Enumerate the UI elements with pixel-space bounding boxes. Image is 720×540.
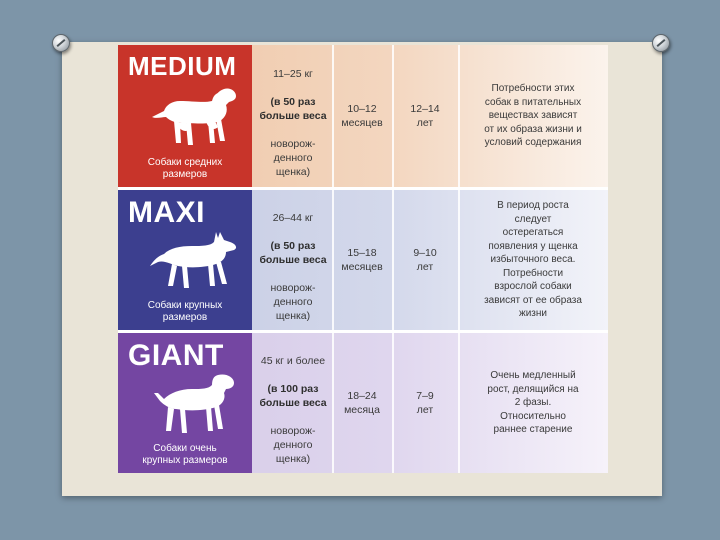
spaniel-dog-icon [146, 83, 242, 149]
size-title: MEDIUM [128, 51, 237, 81]
size-caption: Собаки средних размеров [147, 157, 223, 180]
notes-cell [458, 333, 608, 473]
pushpin-icon [652, 34, 670, 52]
lifespan: 9–10 лет [413, 247, 437, 273]
table-row-maxi [118, 190, 608, 333]
shepherd-dog-icon [146, 228, 242, 294]
size-label-cell [118, 333, 252, 473]
growth-period: 15–18 месяцев [341, 247, 383, 273]
weight-reference: новорож- денного щенка) [270, 425, 316, 465]
dog-size-table [118, 45, 608, 473]
table-row-medium [118, 45, 608, 190]
notes-cell [458, 45, 608, 187]
growth-period: 18–24 месяца [344, 390, 380, 416]
weight-reference: новорож- денного щенка) [270, 138, 316, 178]
weight-cell [254, 45, 332, 187]
weight-multiplier: (в 50 раз больше веса [259, 96, 327, 122]
growth-period: 10–12 месяцев [341, 103, 383, 129]
growth-period-cell [332, 333, 392, 473]
notes-text: Очень медленный рост, делящийся на 2 фазы. Относительно раннее старение [487, 370, 579, 436]
size-title: MAXI [128, 196, 205, 229]
weight-range: 26–44 кг [272, 212, 314, 224]
size-caption: Собаки очень крупных размеров [142, 443, 228, 466]
weight-cell [254, 333, 332, 473]
growth-period-cell [332, 45, 392, 187]
pushpin-icon [52, 34, 70, 52]
size-title: GIANT [128, 339, 224, 372]
table-row-giant [118, 333, 608, 473]
lifespan-cell [392, 190, 458, 330]
weight-multiplier: (в 50 раз больше веса [259, 240, 327, 266]
notes-cell [458, 190, 608, 330]
lifespan: 12–14 лет [410, 103, 440, 129]
size-caption: Собаки крупных размеров [147, 300, 223, 323]
weight-range: 11–25 кг [273, 68, 313, 80]
size-label-cell [118, 190, 252, 330]
size-label-cell [118, 45, 252, 187]
weight-range: 45 кг и более [260, 355, 326, 367]
growth-period-cell [332, 190, 392, 330]
lifespan-cell [392, 45, 458, 187]
notes-text: В период роста следует остерегаться появления у щенка избыточного веса. Потребности взрослой собаки зависят от ее образа жизни [484, 200, 582, 320]
weight-reference: новорож- денного щенка) [270, 282, 316, 322]
mastiff-dog-icon [146, 371, 242, 437]
lifespan-cell [392, 333, 458, 473]
weight-multiplier: (в 100 раз больше веса [259, 383, 327, 409]
lifespan: 7–9 лет [416, 390, 434, 416]
notes-text: Потребности этих собак в питательных веществах зависят от их образа жизни и условий содержания [484, 83, 582, 149]
weight-cell [254, 190, 332, 330]
